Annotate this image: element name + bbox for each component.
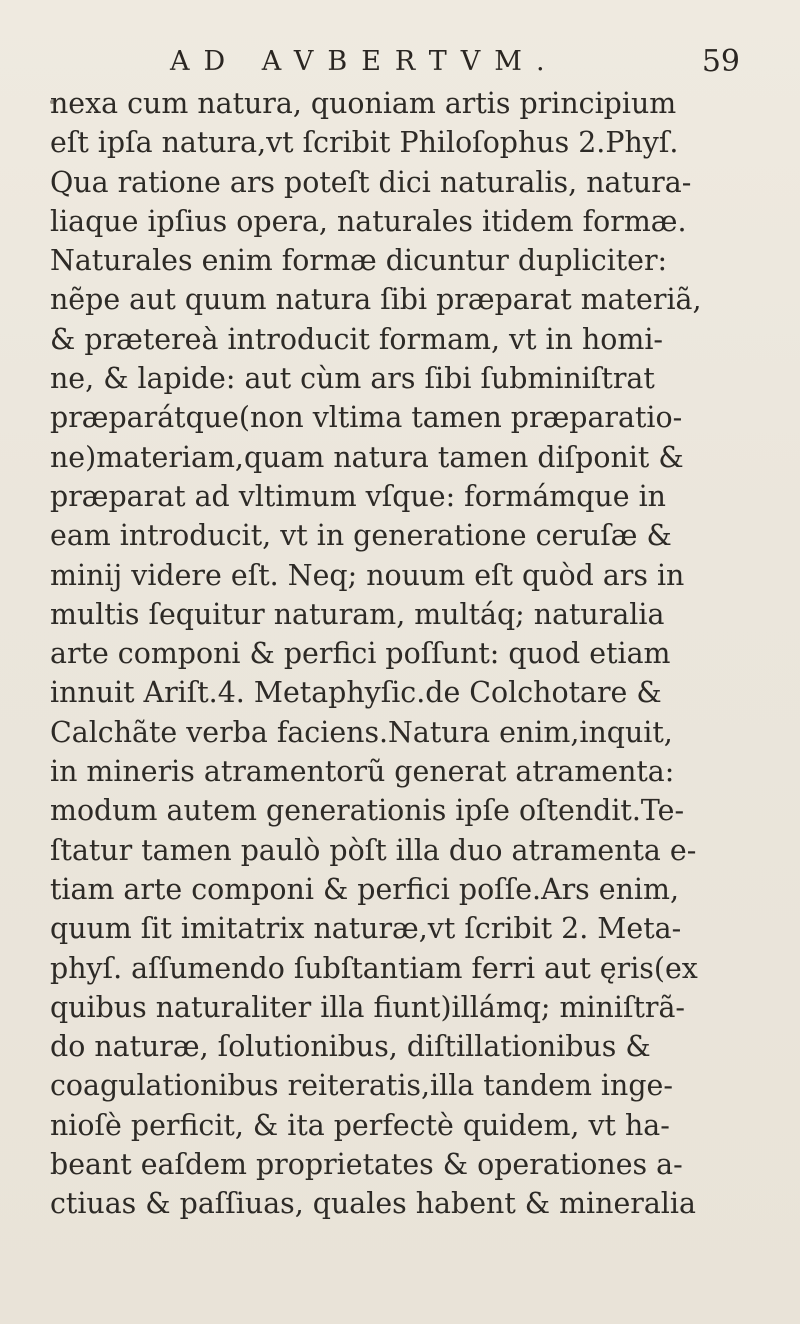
text-line: nexa cum natura, quoniam artis principium	[50, 87, 677, 120]
text-line: præparat ad vltimum vſque: formámque in	[50, 479, 666, 513]
text-line: ne)materiam,quam natura tamen diſponit &	[50, 440, 684, 474]
text-line: ctiuas & paſſiuas, quales habent & mineralia	[50, 1187, 696, 1221]
text-line: eam introducit, vt in generatione ceruſæ &	[50, 519, 672, 553]
text-line: multis ſequitur naturam, multáq; naturalia	[50, 597, 665, 631]
text-line: arte componi & perfici poſſunt: quod etiam	[50, 637, 671, 671]
text-line: nioſè perficit, & ita perfectè quidem, vt ha-	[50, 1108, 670, 1142]
body-text	[50, 84, 770, 1224]
text-line: præparátque(non vltima tamen præparatio-	[50, 401, 683, 435]
text-line: eſt ipſa natura,vt ſcribit Philoſophus 2.Phyſ.	[50, 126, 679, 160]
text-line: do naturæ, ſolutionibus, diſtillationibus &	[50, 1030, 651, 1064]
text-line: Qua ratione ars poteſt dici naturalis, natura-	[50, 165, 692, 199]
text-line: Naturales enim formæ dicuntur dupliciter:	[50, 244, 668, 278]
text-line: minij videre eſt. Neq; nouum eſt quòd ars in	[50, 558, 685, 592]
text-line: in mineris atramentorũ generat atramenta:	[50, 755, 675, 789]
text-line: innuit Ariſt.4. Metaphyſic.de Colchotare &	[50, 676, 662, 710]
text-line: nẽpe aut quum natura ſibi præparat materiã,	[50, 283, 702, 317]
text-line: ne, & lapide: aut cùm ars ſibi ſubminiſtrat	[50, 362, 655, 396]
text-line: quum ſit imitatrix naturæ,vt ſcribit 2. Meta-	[50, 912, 682, 946]
text-line: liaque ipſius opera, naturales itidem formæ.	[50, 204, 687, 238]
running-head: AD AVBERTVM.	[170, 46, 559, 77]
text-line: & prætereà introducit formam, vt in homi-	[50, 322, 664, 356]
text-line: quibus naturaliter illa fiunt)illámq; miniſtrã-	[50, 990, 686, 1024]
text-line: ſtatur tamen paulò pòſt illa duo atramenta e-	[50, 833, 697, 867]
text-line: modum autem generationis ipſe oſtendit.Te-	[50, 794, 685, 828]
text-line: beant eaſdem proprietates & operationes a-	[50, 1148, 683, 1182]
text-line: tiam arte componi & perfici poſſe.Ars enim,	[50, 872, 679, 906]
page-number: 59	[701, 44, 740, 79]
text-line: Calchãte verba faciens.Natura enim,inquit,	[50, 715, 673, 749]
text-line: phyſ. aſſumendo ſubſtantiam ferri aut ęris(ex	[50, 951, 698, 985]
text-line: coagulationibus reiteratis,illa tandem inge-	[50, 1069, 673, 1103]
page-header	[150, 44, 750, 88]
